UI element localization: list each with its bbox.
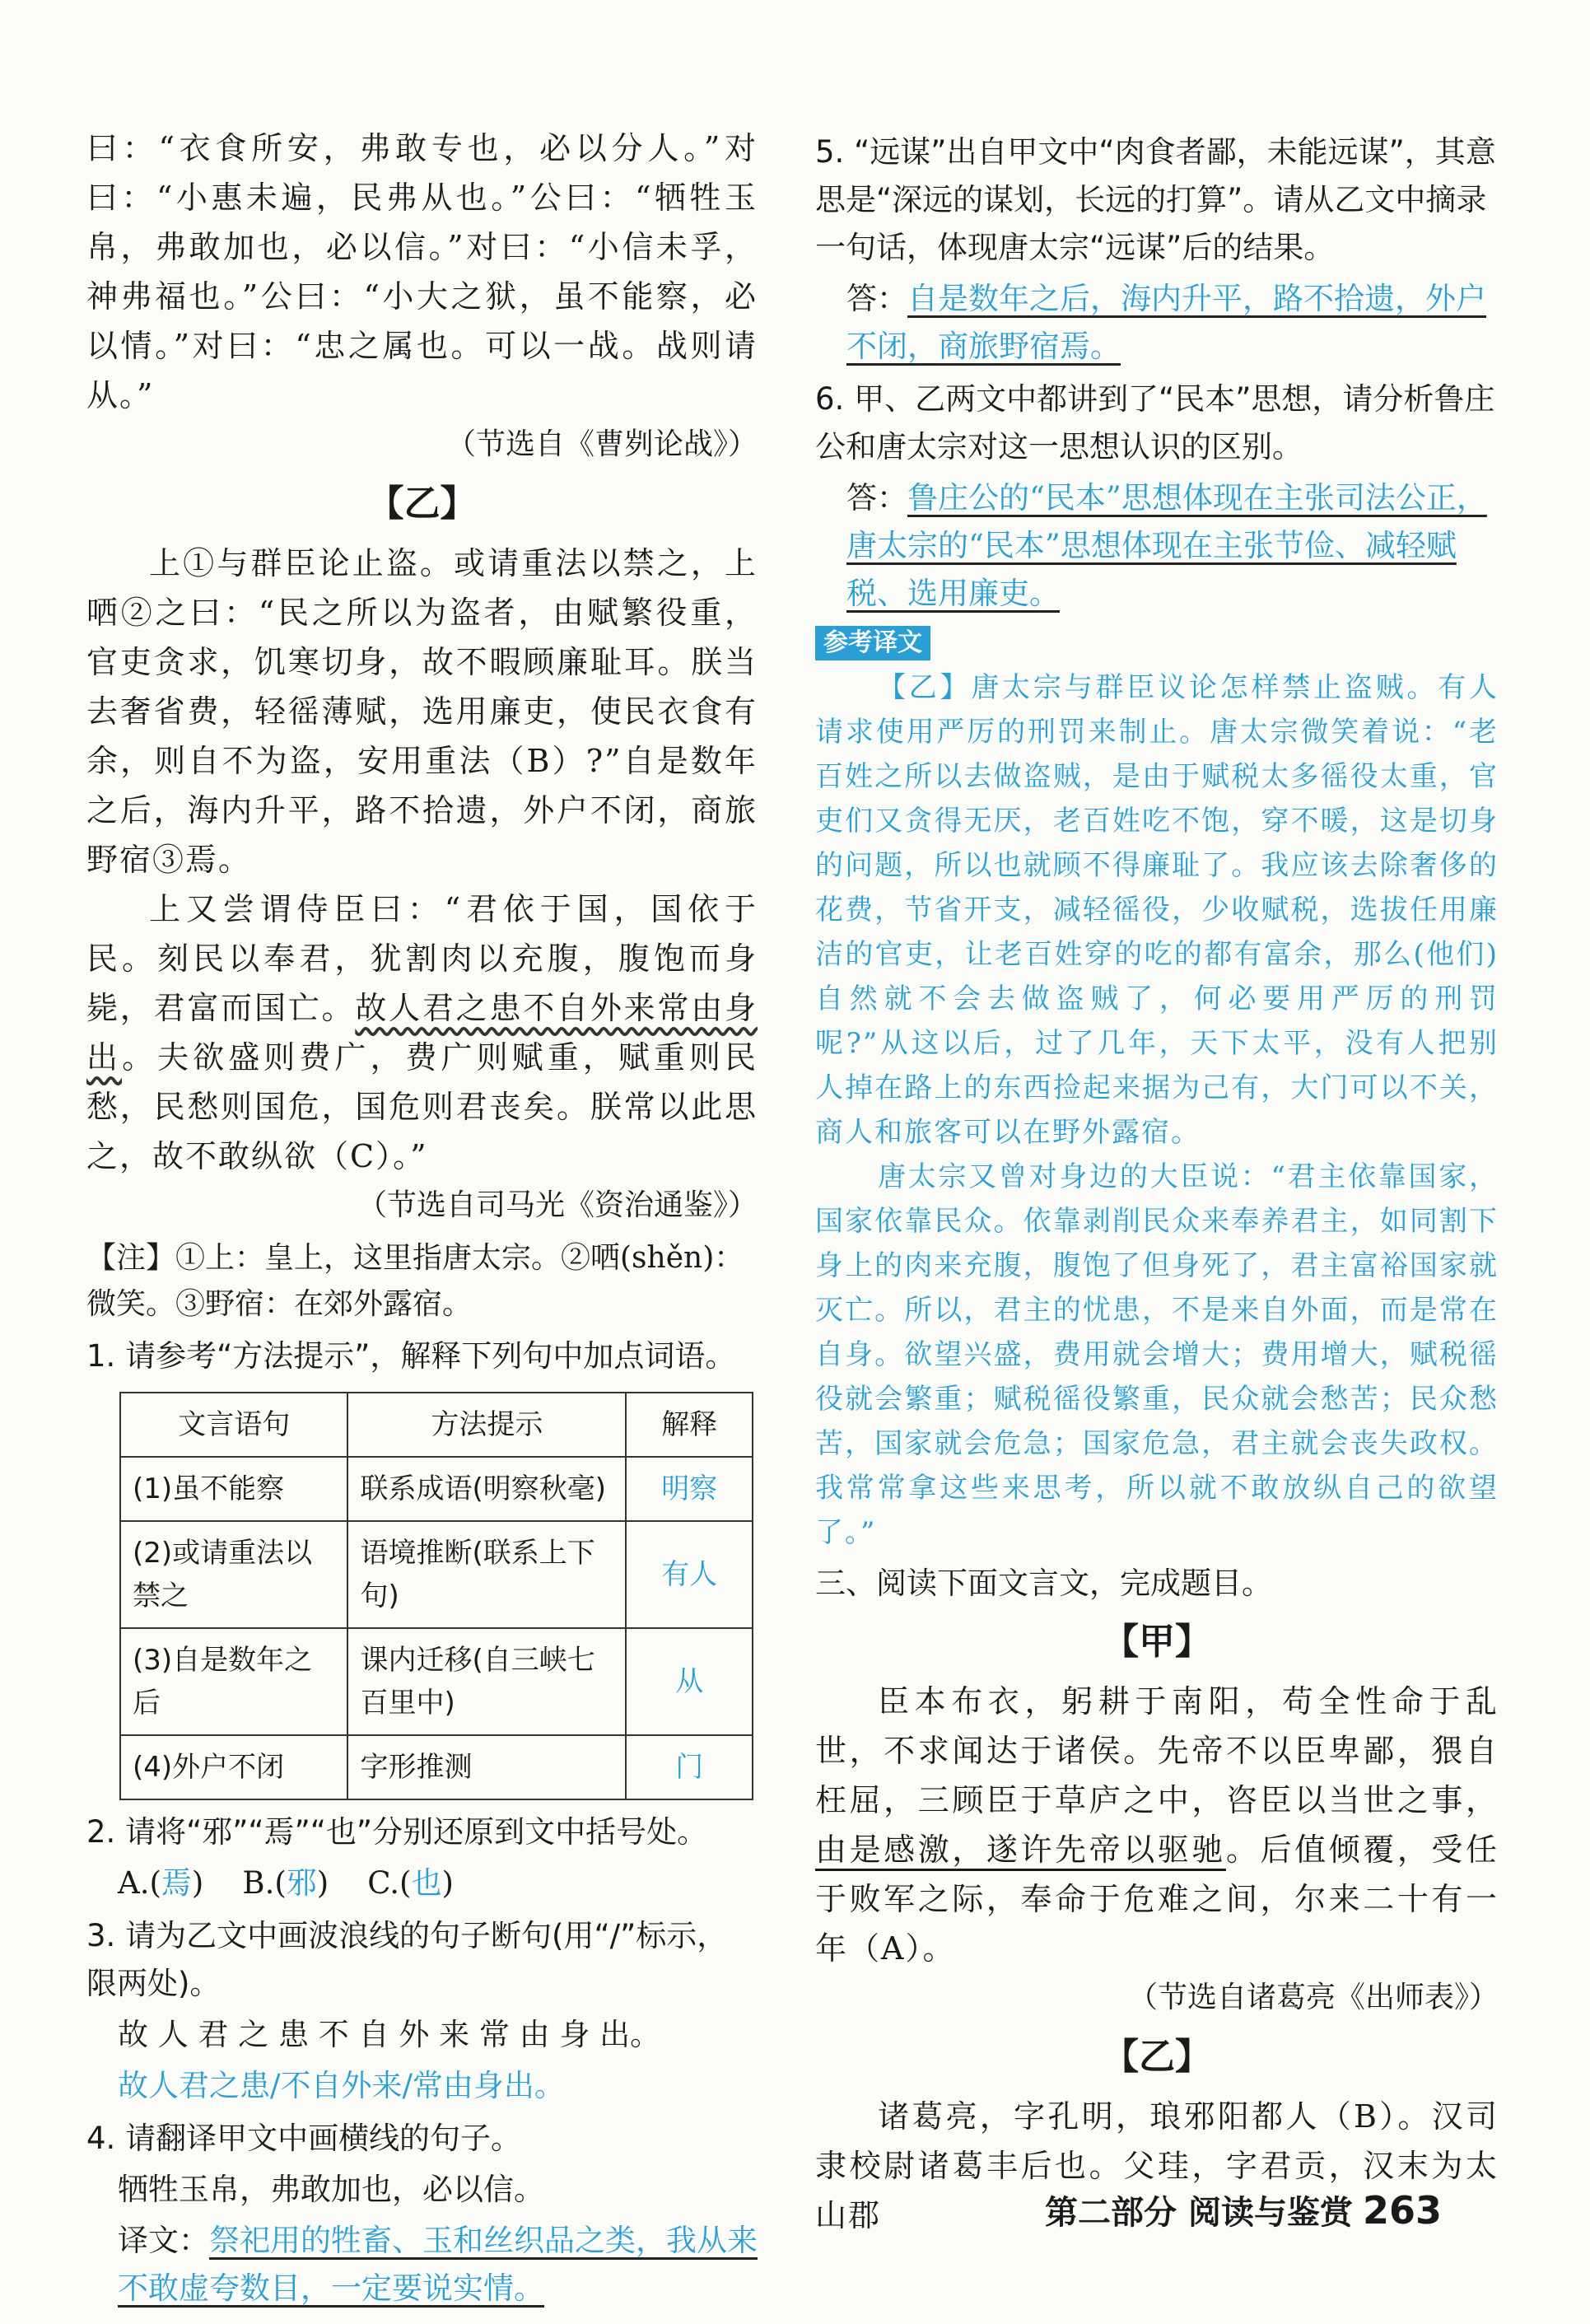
jia-source-2: （节选自诸葛亮《出师表》） (1127, 1981, 1499, 2014)
answer-label: 译文： (118, 2223, 209, 2258)
yi-title-2: 【乙】 (1103, 2036, 1211, 2078)
table-header: 文言语句 (120, 1393, 347, 1457)
wavy-sentence: 故人君之患不自外来常由身出 (86, 990, 758, 1076)
underlined-sentence: 由是感激，遂许先帝以驱驰 (815, 1832, 1226, 1868)
table-header: 解释 (626, 1393, 753, 1457)
left-column (86, 124, 758, 2312)
choice-b-label: B.( (242, 1865, 287, 1901)
question-6: 6. 甲、乙两文中都讲到了“民本”思想，请分析鲁庄公和唐太宗对这一思想认识的区别。 (815, 381, 1495, 464)
answer-label: 答： (846, 480, 907, 516)
table-row (120, 1628, 753, 1735)
yi-p2-text-b: 。夫欲盛则费广，费广则赋重，赋重则民愁，民愁则国危，国危则君丧矣。朕常以此思之，故不敢纵欲（C）。” (86, 1039, 758, 1174)
question-6-answer-line (815, 474, 1499, 618)
choice-c-label: C.( (367, 1865, 412, 1901)
question-1: 1. 请参考“方法提示”，解释下列句中加点词语。 (86, 1338, 736, 1374)
yi-paragraph-1: 上①与群臣论止盗。或请重法以禁之，上哂②之曰：“民之所以为盗者，由赋繁役重，官吏贪求，饥寒切身，故不暇顾廉耻耳。朕当去奢省费，轻徭薄赋，选用廉吏，使民衣食有余，则自不为盗，安用重法（B）?”自是数年之后，海内升平，路不拾遗，外户不闭，商旅野宿③焉。 (86, 545, 758, 878)
question-6-answer: 鲁庄公的“民本”思想体现在主张司法公正，唐太宗的“民本”思想体现在主张节俭、减轻赋税、选用廉吏。 (846, 480, 1487, 611)
yi-paragraph-3: 诸葛亮，字孔明，琅邪阳都人（B）。汉司隶校尉诸葛丰后也。父珪，字君贡，汉末为太山郡 (815, 2098, 1499, 2233)
question-3: 3. 请为乙文中画波浪线的句子断句(用“/”标示，限两处)。 (86, 1918, 728, 2001)
question-3-sentence: 故 人 君 之 患 不 自 外 来 常 由 身 出。 (118, 2017, 661, 2052)
question-4-answer-line (86, 2217, 758, 2312)
answer-label: 答： (846, 281, 907, 316)
choice-c-answer: 也 (411, 1865, 442, 1901)
choice-close: ) (316, 1865, 329, 1901)
yi-source: （节选自司马光《资治通鉴》） (357, 1188, 758, 1222)
jia-title: 【甲】 (1103, 1621, 1211, 1663)
table-cell-sentence: (2)或请重法以禁之 (120, 1521, 347, 1628)
table-cell-hint: 字形推测 (347, 1735, 626, 1799)
table-cell-answer: 明察 (626, 1457, 753, 1521)
vocab-table (119, 1392, 753, 1800)
yi-paragraph-2 (86, 884, 758, 1181)
question-2-choices (86, 1860, 758, 1907)
choice-close: ) (441, 1865, 454, 1901)
table-row (120, 1735, 753, 1799)
table-cell-hint: 课内迁移(自三峡七百里中) (347, 1628, 626, 1735)
jia-continuation: 曰：“衣食所安，弗敢专也，必以分人。”对曰：“小惠未遍，民弗从也。”公曰：“牺牲玉帛，弗敢加也，必以信。”对曰：“小信未孚，神弗福也。”公曰：“小大之狱，虽不能察，必以情。”对曰：“忠之属也。可以一战。战则请从。” (86, 130, 758, 413)
choice-b-answer: 邪 (286, 1865, 317, 1901)
table-header: 方法提示 (347, 1393, 626, 1457)
page-number: 263 (1362, 2188, 1442, 2233)
table-cell-sentence: (3)自是数年之后 (120, 1628, 347, 1735)
jia-source: （节选自《曹刿论战》） (445, 427, 758, 461)
translation-label: 参考译文 (815, 626, 930, 660)
question-2: 2. 请将“邪”“焉”“也”分别还原到文中括号处。 (86, 1814, 708, 1850)
question-5: 5. “远谋”出自甲文中“肉食者鄙，未能远谋”，其意思是“深远的谋划，长远的打算”。请从乙文中摘录一句话，体现唐太宗“远谋”后的结果。 (815, 134, 1496, 265)
table-cell-sentence: (4)外户不闭 (120, 1735, 347, 1799)
translation-paragraph-1: 【乙】唐太宗与群臣议论怎样禁止盗贼。有人请求使用严厉的刑罚来制止。唐太宗微笑着说：“老百姓之所以去做盗贼，是由于赋税太多徭役太重，官吏们又贪得无厌，老百姓吃不饱，穿不暖，这是切身的问题，所以也就顾不得廉耻了。我应该去除奢侈的花费，节省开支，减轻徭役，少收赋税，选拔任用廉洁的官吏，让老百姓穿的吃的都有富余，那么(他们)自然就不会去做盗贼了，何必要用严厉的刑罚呢?”从这以后，过了几年，天下太平，没有人把别人掉在路上的东西捡起来据为己有，大门可以不关，商人和旅客可以在野外露宿。 (815, 671, 1499, 1149)
right-column (815, 124, 1499, 2240)
translation-paragraph-2: 唐太宗又曾对身边的大臣说：“君主依靠国家，国家依靠民众。依靠剥削民众来奉养君主，如同割下身上的肉来充腹，腹饱了但身死了，君主富裕国家就灭亡。所以，君主的忧患，不是来自外面，而是常在自身。欲望兴盛，费用就会增大；费用增大，赋税徭役就会繁重；赋税徭役繁重，民众就会愁苦；民众愁苦，国家就会危急；国家危急，君主就会丧失政权。我常常拿这些来思考，所以就不敢放纵自己的欲望了。” (815, 1160, 1499, 1549)
table-cell-sentence: (1)虽不能察 (120, 1457, 347, 1521)
jia-paragraph (815, 1677, 1499, 1973)
page-footer (1045, 2186, 1442, 2233)
jia-text-b: 。后值倾覆，受任于败军之际，奉命于危难之间，尔来二十有一年（A）。 (815, 1832, 1499, 1967)
question-4-answer: 祭祀用的牲畜、玉和丝织品之类，我从来不敢虚夸数目，一定要说实情。 (118, 2223, 758, 2306)
question-5-answer-line (815, 275, 1499, 371)
yi-title: 【乙】 (367, 483, 477, 525)
table-header-row (120, 1393, 753, 1457)
jia-text-a: 臣本布衣，躬耕于南阳，苟全性命于乱世，不求闻达于诸侯。先帝不以臣卑鄙，猥自枉屈，三顾臣于草庐之中，咨臣以当世之事， (815, 1683, 1499, 1818)
table-cell-answer: 从 (626, 1628, 753, 1735)
table-row (120, 1457, 753, 1521)
section-3-heading: 三、阅读下面文言文，完成题目。 (815, 1566, 1272, 1601)
choice-close: ) (191, 1865, 204, 1901)
table-cell-answer: 门 (626, 1735, 753, 1799)
footnote: 【注】①上：皇上，这里指唐太宗。②哂(shěn)：微笑。③野宿：在郊外露宿。 (86, 1241, 744, 1321)
question-4: 4. 请翻译甲文中画横线的句子。 (86, 2121, 522, 2156)
table-cell-answer: 有人 (626, 1521, 753, 1628)
question-4-sentence: 牺牲玉帛，弗敢加也，必以信。 (118, 2172, 544, 2207)
table-cell-hint: 联系成语(明察秋毫) (347, 1457, 626, 1521)
section-name: 第二部分 阅读与鉴赏 (1045, 2194, 1353, 2232)
table-cell-hint: 语境推断(联系上下句) (347, 1521, 626, 1628)
yi-p2-text-a: 上又尝谓侍臣曰：“君依于国，国依于民。刻民以奉君，犹割肉以充腹，腹饱而身毙，君富而国亡。 (86, 891, 758, 1026)
choice-a-label: A.( (118, 1865, 161, 1901)
table-row (120, 1521, 753, 1628)
question-5-answer: 自是数年之后，海内升平，路不拾遗，外户不闭，商旅野宿焉。 (846, 281, 1486, 364)
question-3-answer: 故人君之患/不自外来/常由身出。 (118, 2068, 565, 2103)
choice-a-answer: 焉 (161, 1865, 192, 1901)
